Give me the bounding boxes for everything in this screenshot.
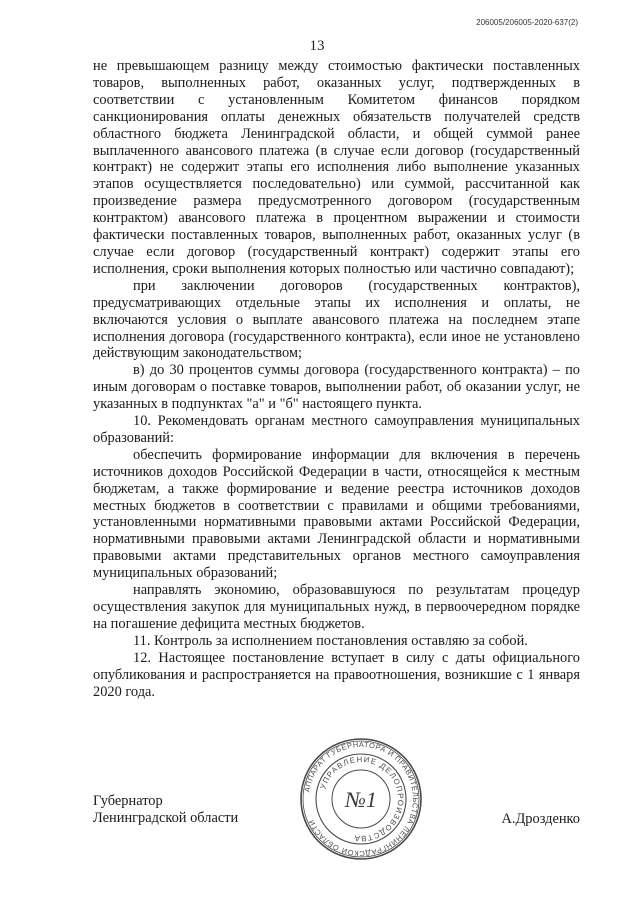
paragraph-savings: направлять экономию, образовавшуюся по результатам процедур осуществления закупок для муниципальных нужд, в первоочередном порядке на погашение дефицита местных бюджетов. — [93, 582, 580, 632]
paragraph-item-10: 10. Рекомендовать органам местного самоуправления муниципальных образований: — [93, 413, 580, 446]
paragraph-continuation: не превышающем разницу между стоимостью фактически поставленных товаров, выполненных работ, оказанных услуг, подтвержденных в соответствии с установленным Комитетом финансов порядком санкционирования оплаты денежных обязательств получателей средств областного бюджета Ленинградской области, и общей суммой ранее выплаченного авансового платежа (в случае если договор (государственный контракт) не содержит этапы его исполнения либо выполнение указанных этапов осуществляется последовательно) или суммой, рассчитанной как произведение размера предусмотренного договором (государственным контрактом) авансового платежа в процентном выражении и стоимости фактически поставленных товаров, выполненных работ, оказанных услуг (в случае если договор (государственный контракт) содержит этапы его исполнения, сроки выполнения которых полностью или частично совпадают); — [93, 58, 580, 277]
paragraph-contracts-stages: при заключении договоров (государственных контрактов), предусматривающих отдельные этапы их исполнения и оплаты, не включаются условия о выплате авансового платежа на последнем этапе исполнения договора (государственного контракта), если иное не установлено действующим законодательством; — [93, 277, 580, 362]
stamp-number: №1 — [345, 787, 377, 812]
official-stamp — [299, 737, 423, 861]
signatory-title-line2: Ленинградской области — [93, 810, 239, 826]
stamp-outer-text: АППАРАТ ГУБЕРНАТОРА И ПРАВИТЕЛЬСТВА ЛЕНИНГРАДСКОЙ ОБЛАСТИ — [302, 739, 421, 859]
paragraph-item-v: в) до 30 процентов суммы договора (государственного контракта) – по иным договорам о поставке товаров, выполнении работ, об оказании услуг, не указанных в подпунктах "а" и "б" настоящего пункта. — [93, 362, 580, 413]
signatory-name: А.Дрозденко — [501, 811, 580, 827]
paragraph-income-sources: обеспечить формирование информации для включения в перечень источников доходов Российской Федерации в части, относящейся к местным бюджетам, а также формирование и ведение реестра источников доходов местных бюджетов в соответствии с правилами и общими требованиями, установленными нормативными правовыми актами Российской Федерации, нормативными правовыми актами Ленинградской области и нормативными правовыми актами представительных органов местного самоуправления муниципальных образований; — [93, 446, 580, 582]
paragraph-item-11: 11. Контроль за исполнением постановления оставляю за собой. — [133, 632, 528, 649]
signatory-title — [93, 793, 238, 827]
page-number: 13 — [309, 38, 325, 54]
document-code: 206005/206005-2020-637(2) — [476, 18, 578, 27]
stamp-inner-text: УПРАВЛЕНИЕ ДЕЛОПРОИЗВОДСТВА — [318, 754, 406, 844]
paragraph-item-12: 12. Настоящее постановление вступает в силу с даты официального опубликования и распространяется на правоотношения, возникшие с 1 января 2020 года. — [93, 649, 580, 700]
signatory-title-line1: Губернатор — [93, 793, 163, 809]
document-body — [93, 58, 580, 700]
